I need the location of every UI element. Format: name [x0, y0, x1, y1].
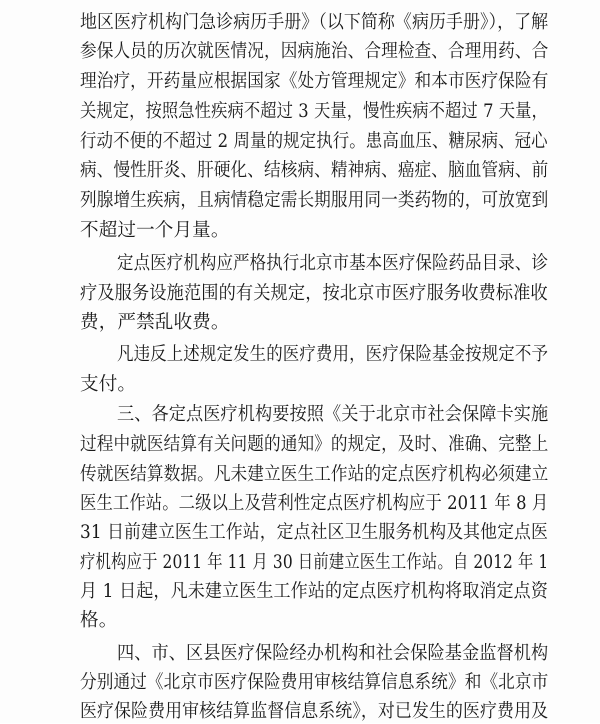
text-line: 理治疗，开药量应根据国家《处方管理规定》和本市医疗保险有	[80, 71, 549, 92]
text-line: 疗机构应于 2011 年 11 月 30 日前建立医生工作站。自 2012 年 1	[80, 552, 549, 573]
text-line: 凡违反上述规定发生的医疗费用，医疗保险基金按规定不予	[117, 344, 549, 365]
text-line: 31 日前建立医生工作站，定点社区卫生服务机构及其他定点医	[80, 522, 548, 543]
text-line: 支付。	[80, 374, 137, 395]
text-line: 地区医疗机构门急诊病历手册》（以下简称《病历手册》），了解	[80, 12, 549, 33]
text-line: 四、市、区县医疗保险经办机构和社会保险基金监督机构	[117, 643, 549, 664]
text-line: 医疗保险费用审核结算监督信息系统》，对已发生的医疗费用及	[80, 701, 549, 722]
text-line: 关规定，按照急性疾病不超过 3 天量，慢性疾病不超过 7 天量，	[80, 101, 548, 122]
text-line: 不超过一个月量。	[80, 220, 230, 241]
text-line: 医生工作站。二级以上及营利性定点医疗机构应于 2011 年 8 月	[80, 493, 549, 514]
text-line: 费，严禁乱收费。	[80, 312, 230, 333]
text-line: 月 1 日起，凡未建立医生工作站的定点医疗机构将取消定点资	[80, 581, 548, 602]
text-line: 列腺增生疾病，且病情稳定需长期服用同一类药物的，可放宽到	[80, 190, 549, 211]
text-line: 传就医结算数据。凡未建立医生工作站的定点医疗机构必须建立	[80, 464, 549, 485]
text-line: 格。	[80, 610, 118, 631]
text-line: 参保人员的历次就医情况，因病施治、合理检查、合理用药、合	[80, 41, 549, 62]
text-line: 分别通过《北京市医疗保险费用审核结算信息系统》和《北京市	[80, 672, 549, 693]
text-line: 病、慢性肝炎、肝硬化、结核病、精神病、癌症、脑血管病、前	[80, 160, 549, 181]
text-line: 定点医疗机构应严格执行北京市基本医疗保险药品目录、诊	[117, 253, 549, 274]
text-line: 疗及服务设施范围的有关规定，按北京市医疗服务收费标准收	[80, 283, 548, 304]
text-line: 行动不便的不超过 2 周量的规定执行。患高血压、糖尿病、冠心	[80, 131, 548, 152]
text-line: 过程中就医结算有关问题的通知》的规定，及时、准确、完整上	[80, 434, 549, 455]
text-line: 三、各定点医疗机构要按照《关于北京市社会保障卡实施	[117, 404, 549, 425]
